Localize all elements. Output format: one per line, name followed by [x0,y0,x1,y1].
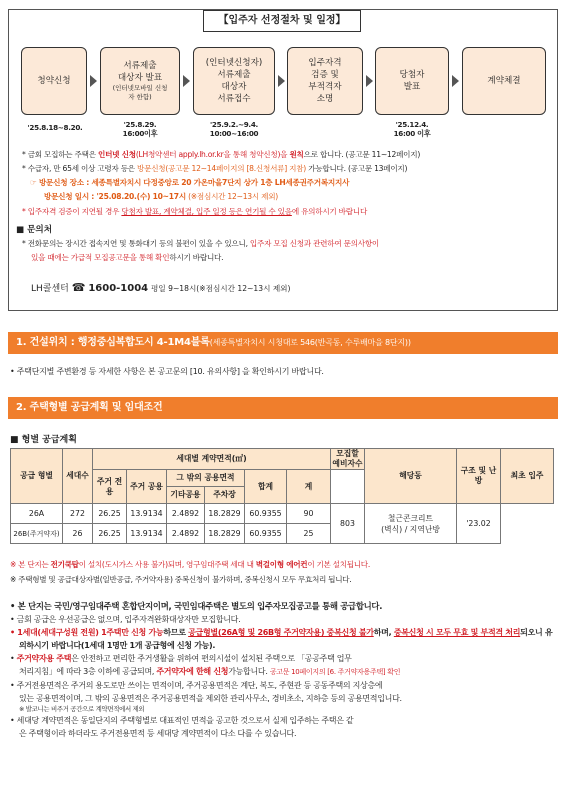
note-visit-apply: * 수급자, 만 65세 이상 고령자 등은 방문신청(공고문 12~14페이지의 [8.신청서류] 지참) 가능합니다. (공고문 13페이지) [22,164,408,173]
date-doc-submission: '25.9.2.~9.4. 10:00~16:00 [209,120,259,138]
header-total: 합계 [245,470,287,504]
header-reserve: 모집할 예비자수 [332,449,363,468]
section-supply-header: 2. 주택형별 공급계획 및 임대조건 [8,397,558,419]
notice-no-priority: • 금회 공급은 우선공급은 없으며, 입주자격완화대상자만 모집합니다. [10,615,241,624]
phone-icon: ☎ [71,281,86,294]
contact-note-line2: 있을 때에는 가급적 모집공고문을 통해 확인하시기 바랍니다. [31,253,224,262]
footnote-appliances: ※ 본 단지는 전기쿡탑이 설치(도시가스 사용 불가)되며, 영구임대주택 세대 내 벽걸이형 에어컨이 기본 설치됩니다. [10,560,370,569]
notice-accessible-housing: • 주거약자용 주택은 안전하고 편리한 주거생활을 위하여 편의시설이 설치된 주택으로 「공공주택 업무 처리지침」에 따라 3층 이하에 공급되며, 주거약자에 한해 신청가능합니다. 공고문 10페이지의 [6. 주거약자용주택] 확인 [10,654,401,676]
contact-heading: ■ 문의처 [16,225,53,235]
header-type: 공급 형별 [11,449,63,504]
section-location-header: 1. 건설위치 : 행정중심복합도시 4-1M4블록(세종특별자치시 시청대로 546(반곡동, 수루배마을 8단지)) [8,332,558,354]
header-exclusive: 주거 전용 [93,470,127,504]
step-eligibility-check: 입주자격 검증 및 부적격자 소명 [287,47,363,115]
notice-list [10,600,558,740]
notice-mixed-complex: • 본 단지는 국민/영구임대주택 혼합단지이며, 국민임대주택은 별도의 입주자모집공고를 통해 공급합니다. [10,601,383,611]
step-doc-submission: (인터넷신청자) 서류제출 대상자 서류접수 [193,47,275,115]
date-apply: '25.8.18~8.20. [27,123,83,132]
arrow-right-icon [183,75,190,87]
supply-plan-heading: ■ 형별 공급계획 [10,435,77,445]
header-first-move-in: 최초 입주 [501,449,554,504]
step-apply: 청약신청 [21,47,87,115]
arrow-right-icon [452,75,459,87]
contact-note-line1: * 전화문의는 장시간 접속지연 및 통화대기 등의 불편이 있을 수 있으니, 입주자 모집 신청과 관련하여 문의사항이 [22,239,380,248]
step-doc-target-announce: 서류제출 대상자 발표 (인터넷모바일 신청자 한함) [100,47,180,115]
table-row: 26B(주거약자) 26 26.25 13.9134 2.4892 18.2829 60.9355 25 [11,524,554,544]
header-structure: 구조 및 난방 [457,449,501,504]
notice-area-definition: • 주거전용면적은 주거의 용도로만 쓰이는 면적이며, 주거공용면적은 계단, 복도, 주현관 등 공동주택의 지상층에 있는 공용면적이며, 그 밖의 공용면적은 주거공용면적을 제외한 관리사무소, 경비초소, 지하층 등의 공용면적입니다. [10,681,402,703]
note-visit-time: 방문신청 일시 : '25.08.20.(수) 10~17시 (※점심시간 12~13시 제외) [44,192,278,201]
header-complex: 해당동 [365,449,457,504]
arrow-right-icon [90,75,97,87]
note-visit-location: ☞ 방문신청 장소 : 세종특별자치시 다정중앙로 20 가온마을7단지 상가 1층 LH세종권주거복지지사 [30,178,350,187]
supply-table [10,448,554,544]
footnote-duplicate: ※ 주택형별 및 공급대상자별(일반공급, 주거약자용) 중복신청이 불가하며, 중복신청시 모두 무효처리 됩니다. [10,575,352,584]
building-number: 803 [331,504,365,544]
arrow-right-icon [366,75,373,87]
call-center: LH콜센터 ☎ 1600-1004 평일 9~18시(※점심시간 12~13시 제외) [31,281,291,294]
note-delay-warning: * 입주자격 검증이 지연될 경우 당첨자 발표, 계약체결, 입주 일정 등은 연기될 수 있음에 유의하시기 바랍니다 [22,207,368,216]
date-winner: '25.12.4. 16:00 이후 [393,120,431,138]
step-contract: 계약체결 [462,47,546,115]
header-parking: 주차장 [205,487,245,504]
note-internet-apply: * 금회 모집하는 주택은 인터넷 신청(LH청약센터 apply.lh.or.kr을 통해 청약신청)을 원칙으로 합니다. (공고문 11~12페이지) [22,150,421,159]
header-other-common: 그 밖의 공용면적 [167,470,245,487]
notice-contract-area: • 세대당 계약면적은 동일단지의 주택형별로 대표적인 면적을 공고한 것으로서 실제 입주하는 주택은 같 은 주택형이라 하더라도 주거전용면적 등 세대당 계약면적이 다소 다를 수 있습니다. [10,716,354,738]
header-area: 세대별 계약면적(㎡) [93,449,331,470]
notice-one-house: • 1세대(세대구성원 전원) 1주택만 신청 가능하므로 공급형별(26A형 및 26B형 주거약자용) 중복신청 불가하며, 중복신청 시 모두 무효 및 부적격 처리되오니 유의하시기 바랍니다(1세대 1명만 1개 공급형에 신청 가능). [10,628,553,650]
first-move-in: '23.02 [457,504,501,544]
table-row: 26A 272 26.25 13.9134 2.4892 18.2829 60.9355 90 803 철근콘크리트 (벽식) / 지역난방 '23.02 [11,504,554,524]
header-households: 세대수 [63,449,93,504]
header-reserve-total: 계 [287,470,331,504]
procedure-title: 【입주자 선정절차 및 일정】 [203,10,361,32]
step-winner-announce: 당첨자 발표 [375,47,449,115]
header-other: 기타공용 [167,487,205,504]
notice-balcony: ※ 발코니는 비주거 공간으로 계약면적에서 제외 [19,705,145,713]
arrow-right-icon [278,75,285,87]
header-common: 주거 공용 [127,470,167,504]
date-doc-target: '25.8.29. 16:00이후 [122,120,158,138]
structure-cell: 철근콘크리트 (벽식) / 지역난방 [365,504,457,544]
location-note: • 주택단지별 주변환경 등 자세한 사항은 본 공고문의 [10. 유의사항] 을 확인하시기 바랍니다. [10,367,324,376]
